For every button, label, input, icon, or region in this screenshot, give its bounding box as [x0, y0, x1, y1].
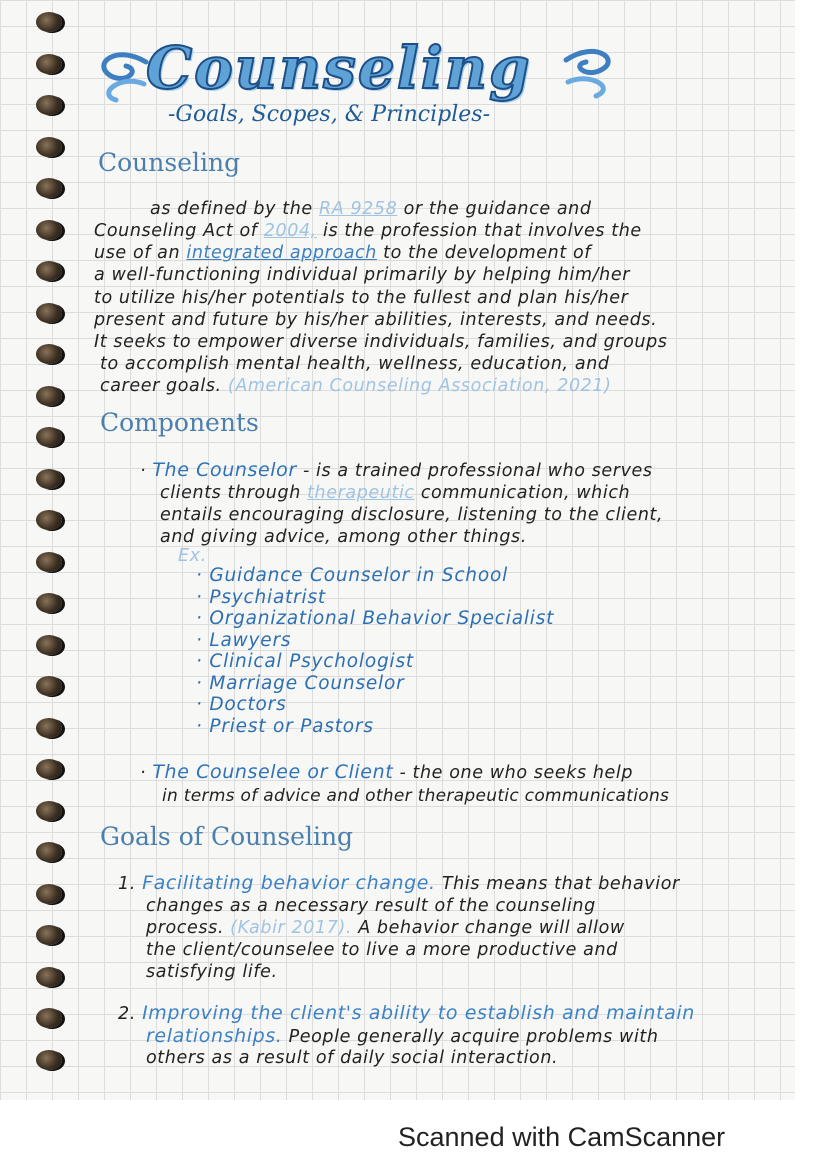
binding-ring — [36, 1008, 62, 1028]
binding-ring — [36, 967, 62, 987]
page-title: Counseling — [146, 34, 532, 102]
example-item: · Clinical Psychologist — [196, 651, 414, 672]
counselor-line-4: and giving advice, among other things. — [160, 527, 527, 547]
goal1-citation: (Kabir 2017). — [230, 918, 353, 938]
counselor-line-2: clients through therapeutic communication, which — [160, 483, 631, 503]
therapeutic-word: therapeutic — [307, 483, 415, 503]
goal2-line-1: 2. Improving the client's ability to establish and maintain — [118, 1002, 695, 1024]
spiral-binding — [36, 12, 76, 1092]
page-subtitle: -Goals, Scopes, & Principles- — [168, 102, 491, 127]
example-label: Ex. — [178, 546, 207, 566]
binding-ring — [36, 842, 62, 862]
definition-line-4: a well-functioning individual primarily by helping him/her — [94, 265, 631, 285]
example-item: · Doctors — [196, 694, 287, 715]
binding-ring — [36, 469, 62, 489]
binding-ring — [36, 801, 62, 821]
counselor-line-1: · The Counselor - is a trained professional who serves — [140, 459, 653, 481]
binding-ring — [36, 510, 62, 530]
example-item: · Guidance Counselor in School — [196, 565, 509, 586]
definition-line-6: present and future by his/her abilities, interests, and needs. — [94, 310, 658, 330]
binding-ring — [36, 718, 62, 738]
binding-ring — [36, 344, 62, 364]
binding-ring — [36, 12, 62, 32]
integrated-approach: integrated approach — [186, 243, 377, 263]
example-item: · Psychiatrist — [196, 586, 326, 608]
binding-ring — [36, 54, 62, 74]
counselee-line-1: · The Counselee or Client - the one who seeks help — [140, 761, 634, 783]
goal1-line-4: the client/counselee to live a more productive and — [146, 940, 618, 960]
right-swirl-decoration — [556, 40, 626, 100]
binding-ring — [36, 884, 62, 904]
definition-line-3: use of an integrated approach to the development of — [94, 243, 592, 263]
binding-ring — [36, 759, 62, 779]
binding-ring — [36, 220, 62, 240]
binding-ring — [36, 676, 62, 696]
definition-line-7: It seeks to empower diverse individuals, families, and groups — [94, 332, 668, 352]
heading-goals: Goals of Counseling — [100, 822, 354, 851]
binding-ring — [36, 178, 62, 198]
counselee-title: The Counselee or Client — [152, 761, 394, 783]
goal1-title: Facilitating behavior change. — [142, 872, 436, 894]
binding-ring — [36, 925, 62, 945]
goal2-line-2: relationships. People generally acquire problems with — [146, 1025, 659, 1047]
definition-line-5: to utilize his/her potentials to the fullest and plan his/her — [94, 288, 629, 308]
goal1-line-2: changes as a necessary result of the counseling — [146, 896, 596, 916]
binding-ring — [36, 427, 62, 447]
title-banner — [86, 30, 626, 150]
example-item: · Priest or Pastors — [196, 715, 374, 737]
counselor-title: The Counselor — [152, 459, 297, 481]
citation: (American Counseling Association, 2021) — [227, 376, 612, 396]
binding-ring — [36, 552, 62, 572]
definition-line-9: career goals. (American Counseling Association, 2021) — [100, 376, 612, 396]
goal1-line-3: process. (Kabir 2017). A behavior change will allow — [146, 918, 625, 938]
scanner-watermark: Scanned with CamScanner — [398, 1122, 726, 1152]
goal1-line-1: 1. Facilitating behavior change. This means that behavior — [118, 872, 680, 894]
goal2-line-3: others as a result of daily social interaction. — [146, 1048, 559, 1068]
binding-ring — [36, 261, 62, 281]
binding-ring — [36, 386, 62, 406]
definition-line-2: Counseling Act of 2004, is the profession that involves the — [94, 221, 642, 241]
example-item: · Lawyers — [196, 629, 292, 651]
ra-reference: RA 9258 — [318, 199, 398, 219]
definition-line-1: as defined by the RA 9258 or the guidance and — [150, 199, 592, 219]
definition-line-8: to accomplish mental health, wellness, education, and — [100, 354, 610, 374]
binding-ring — [36, 137, 62, 157]
act-year: 2004, — [263, 221, 317, 241]
binding-ring — [36, 303, 62, 323]
binding-ring — [36, 1050, 62, 1070]
binding-ring — [36, 635, 62, 655]
heading-components: Components — [100, 408, 259, 437]
counselor-line-3: entails encouraging disclosure, listening to the client, — [160, 505, 664, 525]
binding-ring — [36, 95, 62, 115]
binding-ring — [36, 593, 62, 613]
counselee-line-2: in terms of advice and other therapeutic communications — [162, 786, 670, 806]
example-item: · Organizational Behavior Specialist — [196, 608, 555, 629]
counselor-examples-list — [196, 565, 554, 737]
goal1-line-5: satisfying life. — [146, 962, 278, 982]
heading-counseling: Counseling — [98, 148, 241, 177]
goal2-title: Improving the client's ability to establish and maintain — [142, 1002, 695, 1024]
example-item: · Marriage Counselor — [196, 672, 405, 694]
